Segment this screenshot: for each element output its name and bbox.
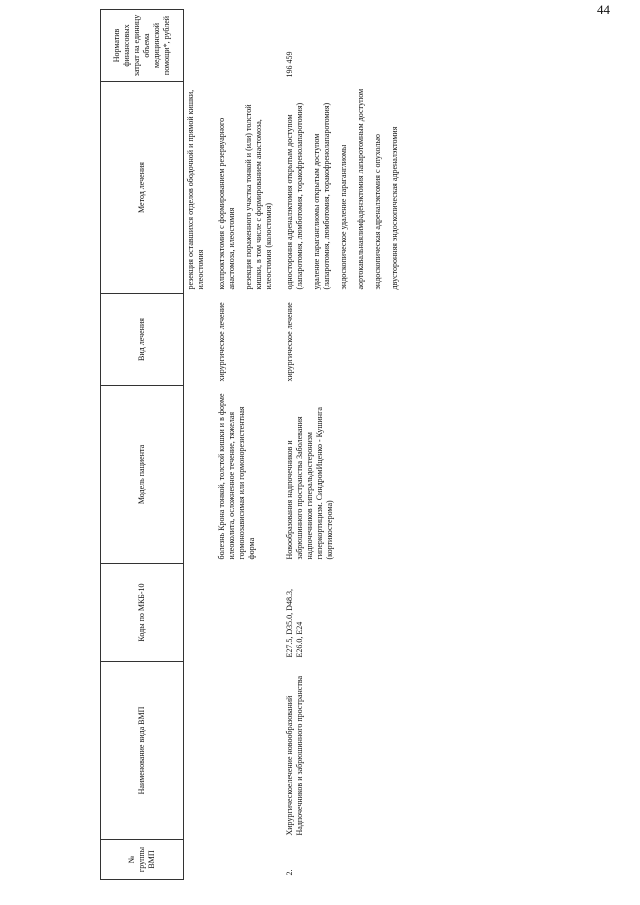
cell-norm: 196 459 (285, 51, 294, 78)
cell-method (283, 82, 409, 294)
cell-group-num: 2. (285, 869, 294, 876)
method-item: двусторонняя эндоскопическая адреналэктомия (390, 126, 399, 290)
cell-patient-model: болезнь Крона тонкой, толстой кишки и в форме илеоколита, осложненное течение, тяжелая гормонозависимая или гормонорезистентная форма (217, 393, 256, 560)
cell-patient-model: Новообразования надпочечников и забрюшинного пространства Заболевания надпочечников гиперальдостеронизм гиперкортицизм. СиндромИценко - Кушинга (кортикостерома) (285, 407, 334, 560)
cell-treatment-type: хирургическое лечение (217, 302, 226, 382)
table-row (215, 10, 283, 880)
method-item: аортокавальнаялимфаденэктомия лапаротомным доступом (356, 88, 365, 290)
method-item: резекция пораженного участка тонкой и (или) толстой кишки, в том числе с формированием анастомоза, илеостомия (колостомия) (244, 104, 273, 290)
method-item: резекция оставшихся отделов ободочной и прямой кишки, илеостомия (186, 89, 205, 290)
header-vmp-name: Наименование вида ВМП (101, 662, 184, 840)
cell-mkb-codes: E27.5, D35.0, D48.3, E26.0, E24 (285, 589, 304, 658)
header-norm: Норматив финансовых затрат на единицу объема медицинской помощи*, рублей (101, 10, 184, 82)
cell-group-num (215, 840, 283, 880)
table-row (283, 10, 409, 880)
cell-method (215, 82, 283, 294)
cell-mkb-codes (184, 564, 216, 662)
cell-method (184, 82, 216, 294)
rotated-table-container (100, 10, 620, 880)
cell-mkb-codes (215, 564, 283, 662)
method-item: удаление параганглиомы открытым доступом (лапаротомия, люмботомия, торакофренолапаротомия) (312, 102, 331, 290)
header-mkb-codes: Коды по МКБ-10 (101, 564, 184, 662)
header-treatment-type: Вид лечения (101, 294, 184, 386)
cell-treatment-type: хирургическое лечение (285, 302, 294, 382)
cell-group-num (184, 840, 216, 880)
method-item: эндоскопическое удаление параганглиомы (339, 144, 348, 290)
cell-patient-model (184, 386, 216, 564)
cell-norm (184, 10, 216, 82)
table-header-row (101, 10, 184, 880)
cell-norm (215, 10, 283, 82)
cell-treatment-type (184, 294, 216, 386)
method-item: эндоскопическая адреналэктомия с опухолью (373, 134, 382, 290)
method-item: одностороння адреналэктомия открытым доступом (лапаротомия, люмботомия, торакофренолапаротомия) (285, 102, 304, 290)
cell-vmp-name (215, 662, 283, 840)
table-row (184, 10, 216, 880)
header-patient-model: Модель пациента (101, 386, 184, 564)
method-item: колпроктэктомия с формированием резервуарного анастомоза, илеостомия (217, 117, 236, 290)
cell-vmp-name: Хирургическоелечение новообразований Надпочечников и забрюшинного пространства (285, 675, 304, 836)
page-number: 44 (597, 2, 610, 17)
vmp-table (100, 9, 409, 880)
header-group-num: № группы ВМП (101, 840, 184, 880)
header-method: Метод лечения (101, 82, 184, 294)
cell-vmp-name (184, 662, 216, 840)
